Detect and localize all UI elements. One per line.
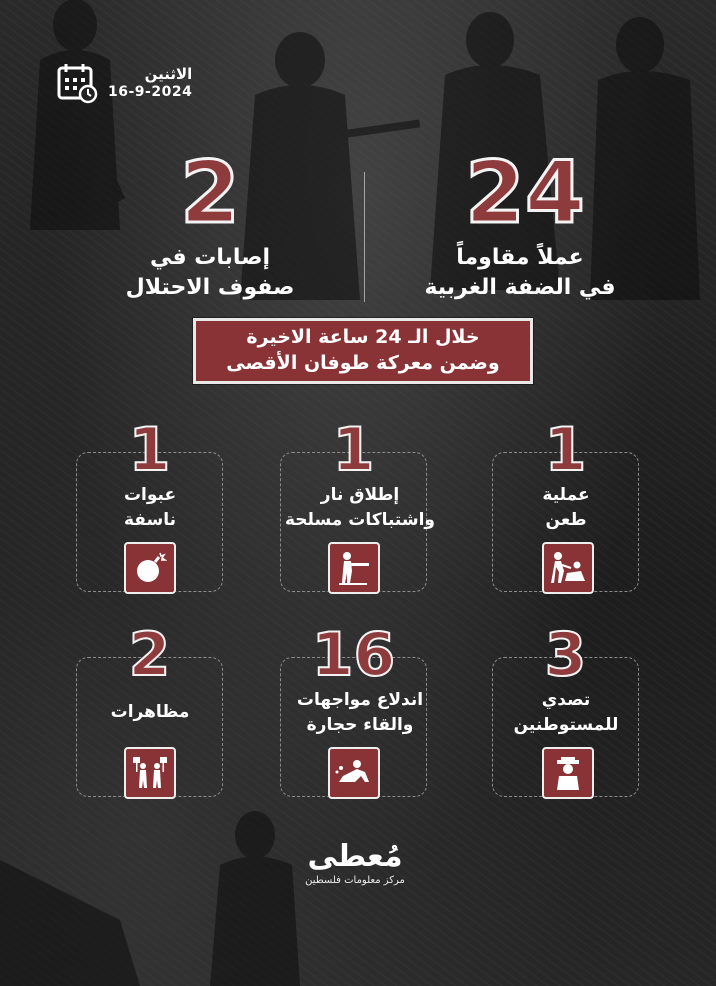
gunman-icon [328,542,380,594]
card-protests-label [70,700,230,725]
injuries-caption-line2: صفوف الاحتلال [125,274,295,300]
injuries-caption-line1: إصابات في [149,245,270,270]
injuries-caption [90,243,330,302]
card-explosives-label [70,483,230,532]
protest-icon [124,747,176,799]
stabbing-icon [542,542,594,594]
calendar-clock-icon [56,62,98,104]
card-stabbing-count: 1 [544,415,587,485]
injuries-count: 2 [180,143,240,243]
logo [300,840,410,886]
actions-count: 24 [465,143,585,243]
card-clashes-label [280,688,440,737]
card-clashes-count: 16 [311,620,396,690]
actions-caption [400,243,640,302]
stone-throwing-icon [328,747,380,799]
card-clashes-line2: والقاء حجارة [306,714,414,735]
period-banner [193,318,533,384]
date-day: الاثنين [144,64,193,83]
date-value: 16-9-2024 [108,83,193,100]
card-explosives-count: 1 [128,415,171,485]
actions-caption-line2: في الضفة الغربية [424,274,616,300]
card-explosives-line1: عبوات [123,485,177,505]
card-protests-count: 2 [128,620,171,690]
card-stabbing-label [486,483,646,532]
card-explosives-line2: ناسفة [123,509,177,530]
card-shooting-count: 1 [332,415,375,485]
card-shooting-label [280,483,440,532]
bomb-icon [124,542,176,594]
card-clashes-line1: اندلاع مواجهات [296,690,424,710]
banner-line1: خلال الـ 24 ساعة الاخيرة [246,326,480,349]
logo-name: مُعطى [307,839,403,874]
card-settlers-line2: للمستوطنين [513,714,619,735]
date-block [56,62,192,104]
settler-icon [542,747,594,799]
card-stabbing-line1: عملية [542,485,590,505]
card-protests-line1: مظاهرات [110,702,190,722]
card-settlers-label [486,688,646,737]
card-shooting-line1: إطلاق نار [320,485,400,505]
card-shooting-line2: واشتباكات مسلحة [285,509,435,530]
divider [364,172,365,302]
logo-subtitle: مركز معلومات فلسطين [305,875,405,886]
card-stabbing-line2: طعن [545,509,587,530]
card-settlers-line1: تصدي [541,690,591,710]
card-settlers-count: 3 [544,620,587,690]
actions-caption-line1: عملاً مقاوماً [456,245,584,270]
banner-line2: وضمن معركة طوفان الأقصى [226,352,500,374]
